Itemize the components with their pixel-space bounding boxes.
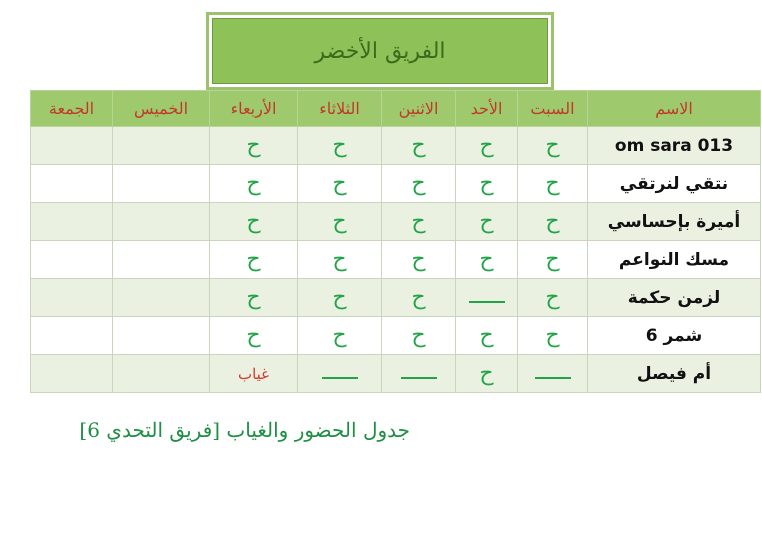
attendance-cell bbox=[382, 241, 456, 279]
attendance-cell bbox=[456, 241, 518, 279]
attendance-cell bbox=[113, 127, 210, 165]
attendance-cell bbox=[298, 355, 382, 393]
header-thursday: الخميس bbox=[113, 91, 210, 127]
attendance-cell bbox=[518, 317, 588, 355]
attendance-cell bbox=[518, 355, 588, 393]
present-mark: ح bbox=[545, 247, 560, 272]
attendance-cell bbox=[113, 165, 210, 203]
present-mark: ح bbox=[332, 285, 347, 310]
present-mark: ح bbox=[332, 247, 347, 272]
attendance-cell bbox=[210, 165, 298, 203]
header-sunday: الأحد bbox=[456, 91, 518, 127]
header-row bbox=[31, 91, 761, 127]
present-mark: ح bbox=[411, 285, 426, 310]
member-name: نتقي لنرتقي bbox=[588, 165, 761, 203]
attendance-cell bbox=[382, 317, 456, 355]
dash-mark bbox=[469, 293, 505, 303]
attendance-cell bbox=[456, 355, 518, 393]
dash-mark bbox=[322, 369, 358, 379]
attendance-cell bbox=[113, 241, 210, 279]
member-name: مسك النواعم bbox=[588, 241, 761, 279]
table-row bbox=[31, 203, 761, 241]
attendance-cell bbox=[31, 355, 113, 393]
attendance-cell bbox=[298, 317, 382, 355]
present-mark: ح bbox=[545, 323, 560, 348]
attendance-cell bbox=[113, 203, 210, 241]
team-title: الفريق الأخضر bbox=[212, 18, 548, 84]
attendance-cell bbox=[31, 127, 113, 165]
present-mark: ح bbox=[479, 171, 494, 196]
present-mark: ح bbox=[246, 323, 261, 348]
attendance-cell bbox=[382, 127, 456, 165]
attendance-cell bbox=[298, 203, 382, 241]
header-tuesday: الثلاثاء bbox=[298, 91, 382, 127]
present-mark: ح bbox=[246, 285, 261, 310]
present-mark: ح bbox=[479, 247, 494, 272]
attendance-cell bbox=[518, 203, 588, 241]
dash-mark bbox=[401, 369, 437, 379]
member-name: أميرة بإحساسي bbox=[588, 203, 761, 241]
header-wednesday: الأربعاء bbox=[210, 91, 298, 127]
header-name: الاسم bbox=[588, 91, 761, 127]
attendance-cell bbox=[210, 241, 298, 279]
present-mark: ح bbox=[332, 209, 347, 234]
attendance-cell bbox=[298, 127, 382, 165]
present-mark: ح bbox=[545, 285, 560, 310]
table-row bbox=[31, 241, 761, 279]
attendance-cell bbox=[31, 165, 113, 203]
attendance-cell bbox=[113, 355, 210, 393]
present-mark: ح bbox=[246, 171, 261, 196]
present-mark: ح bbox=[479, 209, 494, 234]
attendance-cell bbox=[382, 355, 456, 393]
member-name: شمر 6 bbox=[588, 317, 761, 355]
attendance-cell bbox=[382, 203, 456, 241]
absent-mark: غياب bbox=[237, 365, 270, 383]
attendance-table bbox=[30, 90, 761, 393]
title-box bbox=[206, 12, 554, 90]
attendance-cell bbox=[210, 317, 298, 355]
member-name: أم فيصل bbox=[588, 355, 761, 393]
table-body bbox=[31, 127, 761, 393]
attendance-cell bbox=[31, 317, 113, 355]
dash-mark bbox=[535, 369, 571, 379]
attendance-cell bbox=[518, 241, 588, 279]
attendance-cell bbox=[113, 317, 210, 355]
attendance-cell bbox=[298, 241, 382, 279]
table-row bbox=[31, 165, 761, 203]
header-saturday: السبت bbox=[518, 91, 588, 127]
attendance-cell bbox=[518, 127, 588, 165]
attendance-cell bbox=[31, 203, 113, 241]
attendance-cell bbox=[210, 279, 298, 317]
table-row bbox=[31, 127, 761, 165]
present-mark: ح bbox=[411, 133, 426, 158]
present-mark: ح bbox=[479, 323, 494, 348]
attendance-cell bbox=[210, 355, 298, 393]
present-mark: ح bbox=[411, 171, 426, 196]
table-row bbox=[31, 317, 761, 355]
member-name: om sara 013 bbox=[588, 127, 761, 165]
header-friday: الجمعة bbox=[31, 91, 113, 127]
attendance-cell bbox=[456, 279, 518, 317]
attendance-cell bbox=[518, 279, 588, 317]
attendance-cell bbox=[456, 165, 518, 203]
table-row bbox=[31, 279, 761, 317]
attendance-cell bbox=[518, 165, 588, 203]
present-mark: ح bbox=[479, 133, 494, 158]
member-name: لزمن حكمة bbox=[588, 279, 761, 317]
present-mark: ح bbox=[545, 171, 560, 196]
attendance-cell bbox=[210, 127, 298, 165]
attendance-cell bbox=[210, 203, 298, 241]
attendance-cell bbox=[298, 279, 382, 317]
present-mark: ح bbox=[411, 209, 426, 234]
table-caption: جدول الحضور والغياب [فريق التحدي 6] bbox=[79, 418, 410, 442]
header-monday: الاثنين bbox=[382, 91, 456, 127]
present-mark: ح bbox=[332, 171, 347, 196]
attendance-cell bbox=[382, 165, 456, 203]
attendance-cell bbox=[456, 127, 518, 165]
attendance-cell bbox=[31, 241, 113, 279]
attendance-cell bbox=[456, 203, 518, 241]
present-mark: ح bbox=[246, 209, 261, 234]
present-mark: ح bbox=[246, 247, 261, 272]
table-row bbox=[31, 355, 761, 393]
present-mark: ح bbox=[246, 133, 261, 158]
attendance-cell bbox=[31, 279, 113, 317]
present-mark: ح bbox=[332, 133, 347, 158]
attendance-cell bbox=[298, 165, 382, 203]
attendance-cell bbox=[113, 279, 210, 317]
present-mark: ح bbox=[545, 133, 560, 158]
attendance-cell bbox=[382, 279, 456, 317]
present-mark: ح bbox=[332, 323, 347, 348]
present-mark: ح bbox=[411, 323, 426, 348]
present-mark: ح bbox=[479, 361, 494, 386]
present-mark: ح bbox=[411, 247, 426, 272]
attendance-cell bbox=[456, 317, 518, 355]
present-mark: ح bbox=[545, 209, 560, 234]
